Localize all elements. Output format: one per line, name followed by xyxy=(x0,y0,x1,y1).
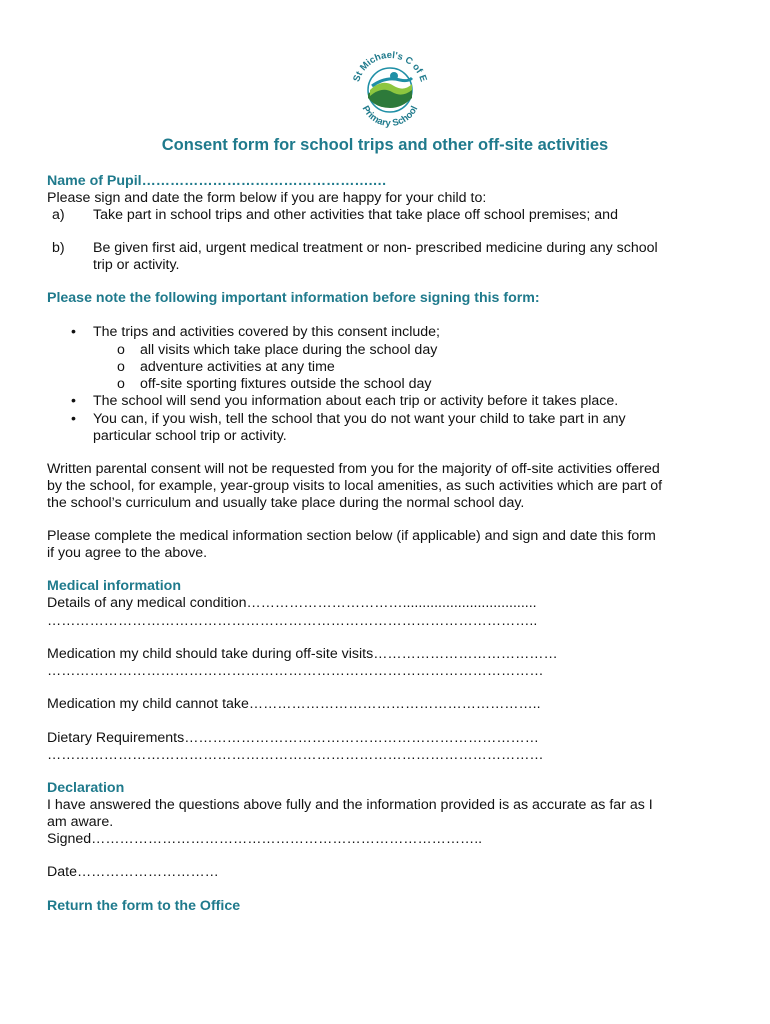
return-note: Return the form to the Office xyxy=(47,898,241,914)
medical-condition-field[interactable]: Details of any medical condition…………………………….................................. xyxy=(47,595,537,611)
medication-take-field[interactable]: Medication my child should take during off-site visits………………………………… xyxy=(47,646,558,662)
medication-cannot-field[interactable]: Medication my child cannot take…………………………………………………….. xyxy=(47,696,541,712)
pupil-name-field[interactable]: ………………………………………….… xyxy=(141,173,387,189)
list-item-a: Take part in school trips and other activities that take place off school premises; and xyxy=(93,207,618,223)
signature-field[interactable]: Signed……………………………………………………………………….. xyxy=(47,831,483,847)
bullet-icon: • xyxy=(71,411,76,427)
declaration-line2: am aware. xyxy=(47,814,114,830)
sub-bullet-icon: o xyxy=(117,342,125,358)
logo-text-bottom: Primary School xyxy=(359,103,421,130)
date-field[interactable]: Date………………………… xyxy=(47,864,219,880)
pupil-name-row xyxy=(47,173,387,190)
consent-paragraph-line1: Written parental consent will not be requested from you for the majority of off-site activities offered xyxy=(47,461,660,477)
consent-paragraph-line2: by the school, for example, year-group visits to local amenities, as such activities which are part of xyxy=(47,478,663,494)
bullet-item-2: The school will send you information about each trip or activity before it takes place. xyxy=(93,393,619,409)
list-item-b-line2: trip or activity. xyxy=(93,257,180,273)
bullet-item-3-line1: You can, if you wish, tell the school that you do not want your child to take part in any xyxy=(93,411,626,427)
instruction-paragraph-line2: if you agree to the above. xyxy=(47,545,208,561)
medical-heading: Medical information xyxy=(47,578,182,594)
sub-bullet-icon: o xyxy=(117,359,125,375)
dietary-field[interactable]: Dietary Requirements………………………………………………………………… xyxy=(47,730,539,746)
sub-bullet-item-2: adventure activities at any time xyxy=(140,359,335,375)
bullet-item-3-line2: particular school trip or activity. xyxy=(93,428,287,444)
school-logo xyxy=(346,46,434,134)
bullet-icon: • xyxy=(71,393,76,409)
pupil-name-label: Name of Pupil xyxy=(47,173,142,189)
instruction-paragraph-line1: Please complete the medical information section below (if applicable) and sign and date this form xyxy=(47,528,656,544)
sub-bullet-item-1: all visits which take place during the school day xyxy=(140,342,438,358)
consent-paragraph-line3: the school’s curriculum and usually take place during the normal school day. xyxy=(47,495,525,511)
logo-text-top: St Michael's C of E xyxy=(351,49,429,84)
bullet-icon: • xyxy=(71,324,76,340)
sub-bullet-icon: o xyxy=(117,376,125,392)
dietary-field-line2[interactable]: …………………………………………………………………………………………… xyxy=(47,747,544,763)
list-marker-b: b) xyxy=(52,240,65,256)
sub-bullet-item-3: off-site sporting fixtures outside the school day xyxy=(140,376,432,392)
medication-take-field-line2[interactable]: …………………………………………………………………………………………… xyxy=(47,663,544,679)
note-heading: Please note the following important information before signing this form: xyxy=(47,290,540,306)
intro-text: Please sign and date the form below if you are happy for your child to: xyxy=(47,190,487,206)
bullet-item-1: The trips and activities covered by this consent include; xyxy=(93,324,440,340)
list-item-b-line1: Be given first aid, urgent medical treatment or non- prescribed medicine during any school xyxy=(93,240,658,256)
declaration-heading: Declaration xyxy=(47,780,125,796)
form-title: Consent form for school trips and other off-site activities xyxy=(161,136,609,154)
medical-condition-field-line2[interactable]: ………………………………………………………………………………………….. xyxy=(47,613,538,629)
list-marker-a: a) xyxy=(52,207,65,223)
declaration-line1: I have answered the questions above fully and the information provided is as accurate as far as I xyxy=(47,797,653,813)
